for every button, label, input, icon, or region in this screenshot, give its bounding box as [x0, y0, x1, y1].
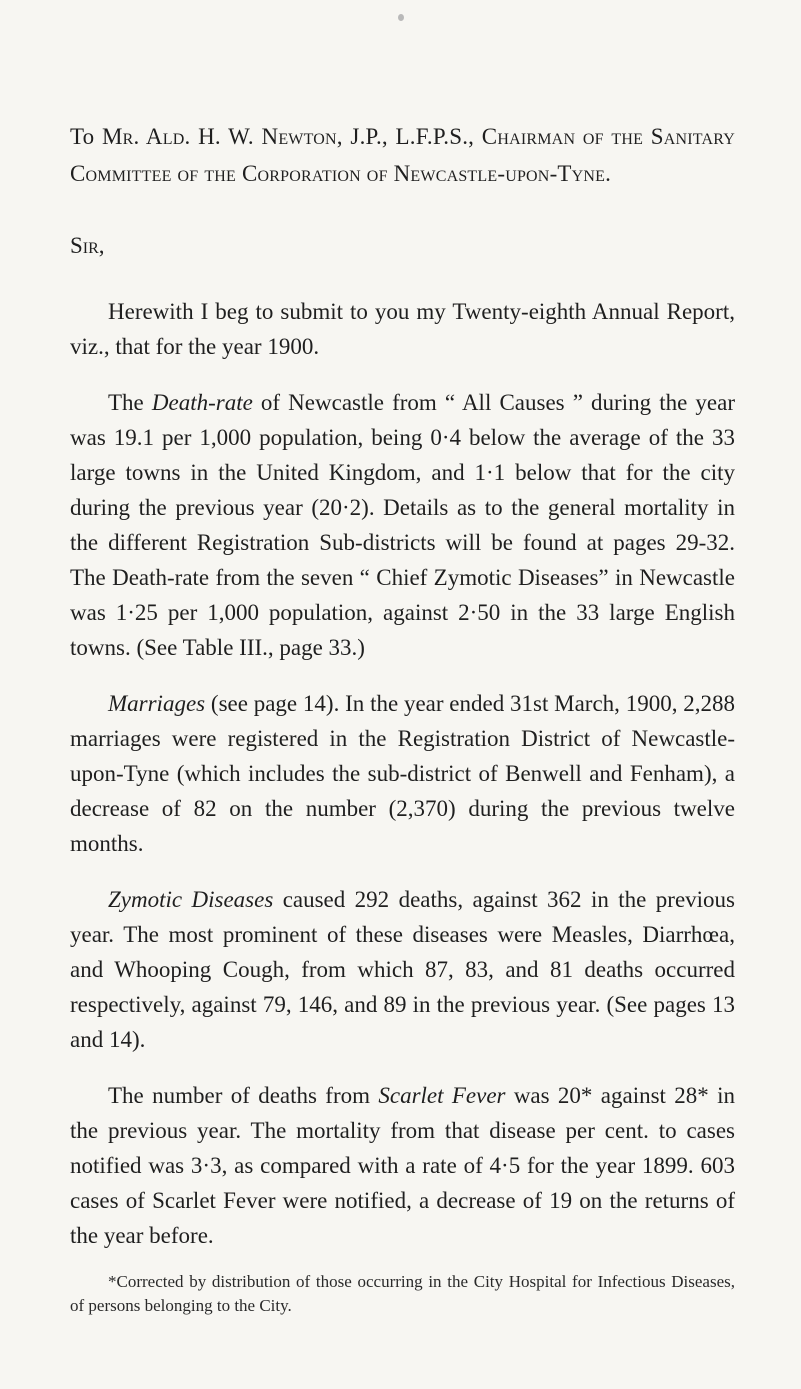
zymotic-text: caused 292 deaths, against 362 in the previous year. The most prominent of these diseases were Measles, Diarrhœa, and Whooping Cough, from which 87, 83, and 81 deaths occurred respectively, against 79, 146, and 89 in the previous year. (See pages 13 and 14). [70, 887, 735, 1052]
death-rate-text: of Newcastle from “ All Causes ” during the year was 19.1 per 1,000 population, being 0·4 below the average of the 33 large towns in the United Kingdom, and 1·1 below that for the city during the previous year (20·2). Details as to the general mortality in the different Registration Sub-districts will be found at pages 29-32. The Death-rate from the seven “ Chief Zymotic Diseases” in Newcastle was 1·25 per 1,000 population, against 2·50 in the 33 large English towns. (See Table III., page 33.) [70, 390, 735, 660]
paragraph-intro: Herewith I beg to submit to you my Twenty-eighth Annual Report, viz., that for the year 1900. [70, 299, 735, 359]
paragraph-scarlet-fever [70, 1078, 735, 1253]
paragraph-death-rate [70, 385, 735, 665]
scarlet-fever-lead: The number of deaths from [108, 1083, 379, 1108]
addressee-prefix: To [70, 124, 103, 149]
zymotic-heading: Zymotic Diseases [108, 887, 274, 912]
addressee [70, 118, 735, 192]
scarlet-fever-text: was 20* against 28* in the previous year. The mortality from that disease per cent. to cases notified was 3·3, as compared with a rate of 4·5 for the year 1899. 603 cases of Scarlet Fever were notified, a decrease of 19 on the returns of the year before. [70, 1083, 735, 1248]
scarlet-fever-heading: Scarlet Fever [378, 1083, 506, 1108]
marriages-heading: Marriages [108, 691, 206, 716]
footnote: *Corrected by distribution of those occurring in the City Hospital for Infectious Diseases, of persons belonging to the City. [70, 1272, 735, 1315]
addressee-name: Mr. Ald. H. W. Newton, J.P., L.F.P.S., Chairman of the Sanitary Committee of the Corporation of Newcastle-upon-Tyne. [70, 124, 736, 186]
death-rate-lead: The [108, 390, 152, 415]
paragraph-marriages [70, 686, 735, 861]
print-speck [398, 14, 404, 21]
death-rate-heading: Death-rate [151, 390, 253, 415]
paragraph-zymotic [70, 882, 735, 1057]
salutation: Sir, [70, 233, 105, 258]
marriages-text: (see page 14). In the year ended 31st March, 1900, 2,288 marriages were registered in the Registration District of Newcastle-upon-Tyne (which includes the sub-district of Benwell and Fenham), a decrease of 82 on the number (2,370) during the previous twelve months. [70, 691, 735, 856]
